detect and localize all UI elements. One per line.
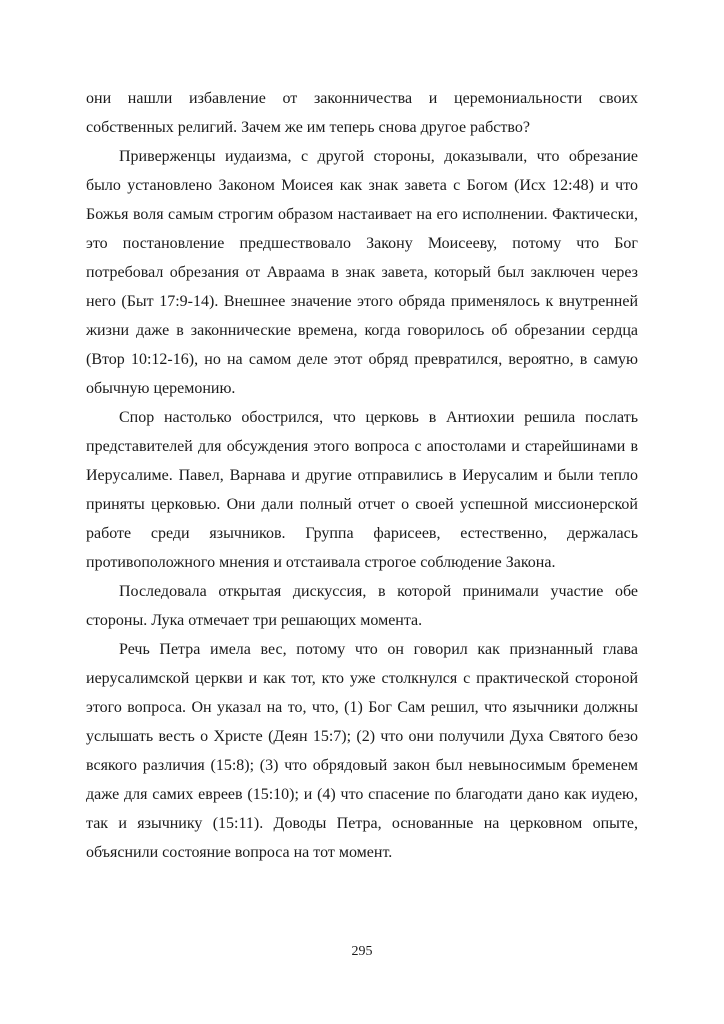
paragraph-continuation: они нашли избавление от законничества и церемониальности своих собственных религий. Зачем же им теперь снова другое рабство? [86, 90, 638, 136]
body-text [86, 84, 638, 867]
page-number: 295 [351, 944, 373, 959]
paragraph: Последовала открытая дискуссия, в которой принимали участие обе стороны. Лука отмечает три решающих момента. [86, 583, 638, 629]
paragraph: Речь Петра имела вес, потому что он говорил как признанный глава иерусалимской церкви и как тот, кто уже столкнулся с практической стороной этого вопроса. Он указал на то, что, (1) Бог Сам решил, что язычники должны услышать весть о Христе (Деян 15:7); (2) что они получили Духа Святого безо всякого различия (15:8); (3) что обрядовый закон был невыносимым бременем даже для самих евреев (15:10); и (4) что спасение по благодати дано как иудею, так и язычнику (15:11). Доводы Петра, основанные на церковном опыте, объяснили состояние вопроса на тот момент. [86, 641, 638, 861]
paragraph: Спор настолько обострился, что церковь в Антиохии решила послать представителей для обсуждения этого вопроса с апостолами и старейшинами в Иерусалиме. Павел, Варнава и другие отправились в Иерусалим и были тепло приняты церковью. Они дали полный отчет о своей успешной миссионерской работе среди язычников. Группа фарисеев, естественно, держалась противоположного мнения и отстаивала строгое соблюдение Закона. [86, 409, 638, 571]
paragraph: Приверженцы иудаизма, с другой стороны, доказывали, что обрезание было установлено Законом Моисея как знак завета с Богом (Исх 12:48) и что Божья воля самым строгим образом настаивает на его исполнении. Фактически, это постановление предшествовало Закону Моисееву, потому что Бог потребовал обрезания от Авраама в знак завета, который был заключен через него (Быт 17:9-14). Внешнее значение этого обряда применялось к внутренней жизни даже в законнические времена, когда говорилось об обрезании сердца (Втор 10:12-16), но на самом деле этот обряд превратился, вероятно, в самую обычную церемонию. [86, 148, 638, 397]
